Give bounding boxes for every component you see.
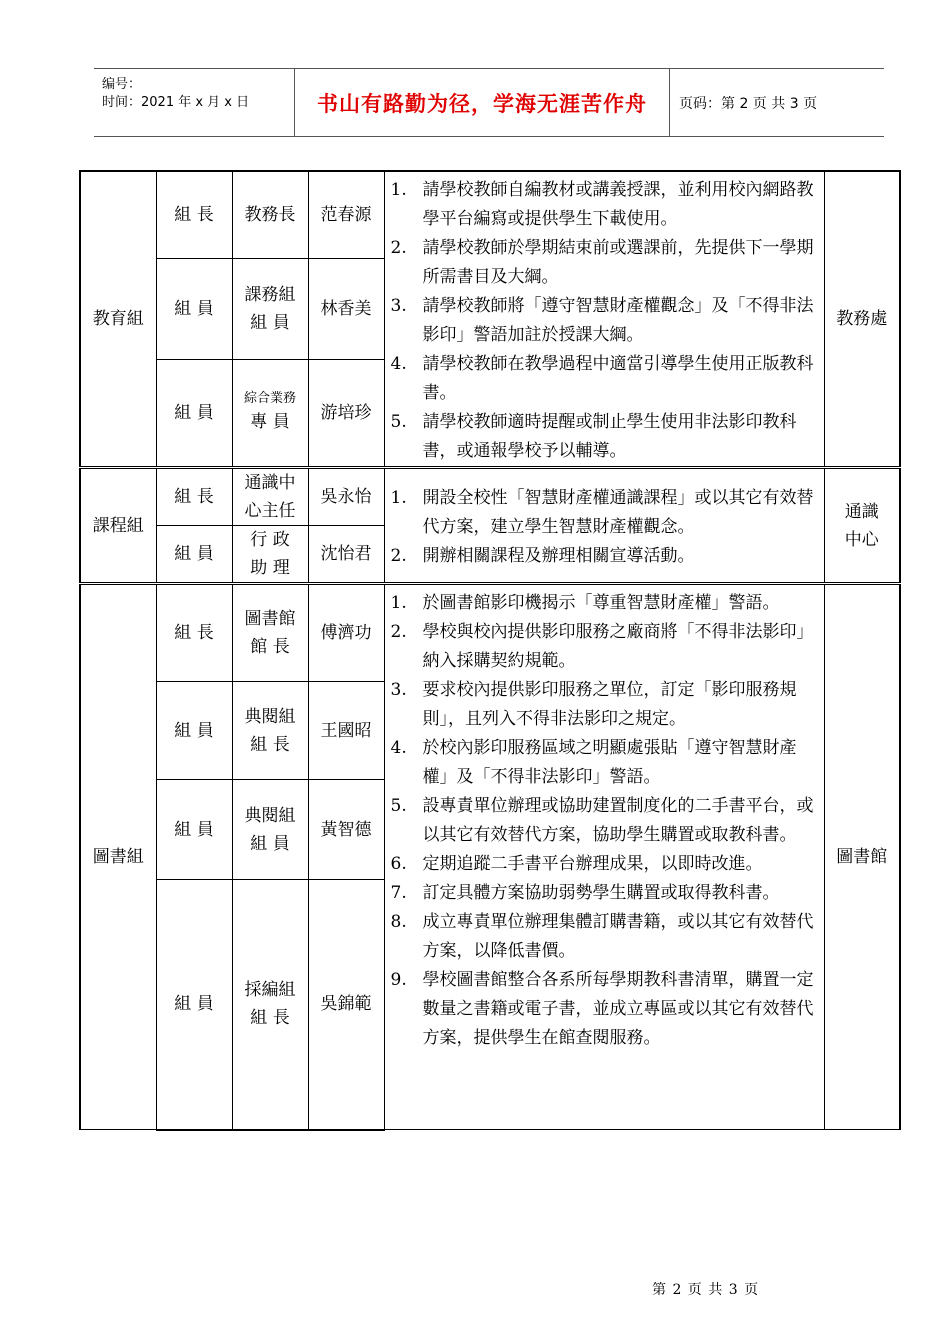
group-cell: 教育組	[80, 171, 156, 468]
header-page-number: 页码：第 2 页 共 3 页	[679, 95, 818, 112]
unit-cell: 圖書館	[824, 584, 900, 1130]
duty-list-cell	[384, 584, 824, 1130]
role-cell: 組 員	[156, 259, 232, 359]
list-item: 3. 要求校內提供影印服務之單位，訂定「影印服務規則」，且列入不得非法影印之規定。	[390, 680, 797, 729]
list-item: 4. 於校內影印服務區域之明顯處張貼「遵守智慧財產權」及「不得非法影印」警語。	[390, 738, 797, 787]
role-cell: 組 員	[156, 359, 232, 467]
list-item: 7. 訂定具體方案協助弱勢學生購置或取得教科書。	[390, 883, 780, 903]
role-cell: 組 員	[156, 780, 232, 880]
list-item: 8. 成立專責單位辦理集體訂購書籍，或以其它有效替代方案，以降低書價。	[390, 912, 814, 961]
list-item: 2. 學校與校內提供影印服務之廠商將「不得非法影印」納入採購契約規範。	[390, 622, 814, 671]
list-item: 1. 請學校教師自編教材或講義授課，並利用校內網路教學平台編寫或提供學生下載使用。	[390, 180, 814, 229]
title-cell: 教務長	[232, 171, 308, 259]
role-cell: 組 長	[156, 468, 232, 526]
duty-list-cell	[384, 171, 824, 468]
list-item: 3. 請學校教師將「遵守智慧財產權觀念」及「不得非法影印」警語加註於授課大綱。	[390, 296, 814, 345]
role-cell: 組 員	[156, 880, 232, 1130]
duty-list-cell	[384, 468, 824, 584]
name-cell: 林香美	[308, 259, 384, 359]
list-item: 5. 設專責單位辦理或協助建置制度化的二手書平台，或以其它有效替代方案，協助學生購置或取教科書。	[390, 796, 814, 845]
list-item: 6. 定期追蹤二手書平台辦理成果，以即時改進。	[390, 854, 763, 874]
list-item: 2. 開辦相關課程及辦理相關宣導活動。	[390, 546, 695, 566]
name-cell: 王國昭	[308, 682, 384, 780]
code-label: 编号：	[102, 77, 142, 92]
role-cell: 組 員	[156, 682, 232, 780]
title-cell: 通識中 心主任	[232, 468, 308, 526]
duty-list	[391, 484, 814, 571]
title-cell: 典閱組 組 員	[232, 780, 308, 880]
duty-list	[391, 589, 814, 1053]
role-cell: 組 長	[156, 584, 232, 682]
role-cell: 組 長	[156, 171, 232, 259]
list-item: 2. 請學校教師於學期結束前或選課前，先提供下一學期所需書目及大綱。	[390, 238, 814, 287]
title-cell: 綜合業務 專 員	[232, 359, 308, 467]
name-cell: 范春源	[308, 171, 384, 259]
list-item: 9. 學校圖書館整合各系所每學期教科書清單，購置一定數量之書籍或電子書，並成立專區或以其它有效替代方案，提供學生在館查閱服務。	[390, 970, 814, 1048]
table-row	[80, 171, 900, 259]
title-cell: 圖書館 館 長	[232, 584, 308, 682]
list-item: 5. 請學校教師適時提醒或制止學生使用非法影印教科書，或通報學校予以輔導。	[390, 412, 797, 461]
name-cell: 吳永怡	[308, 468, 384, 526]
name-cell: 沈怡君	[308, 526, 384, 584]
table-row	[80, 584, 900, 682]
title-cell: 行 政 助 理	[232, 526, 308, 584]
name-cell: 游培珍	[308, 359, 384, 467]
header-meta	[94, 69, 294, 136]
role-cell: 組 員	[156, 526, 232, 584]
responsibility-table	[79, 170, 901, 1131]
unit-cell: 通識 中心	[824, 468, 900, 584]
title-cell: 採編組 組 長	[232, 880, 308, 1130]
duty-list	[391, 176, 814, 466]
list-item: 4. 請學校教師在教學過程中適當引導學生使用正版教科書。	[390, 354, 814, 403]
time-text: 时间：2021 年 x 月 x 日	[102, 95, 250, 110]
group-cell: 課程組	[80, 468, 156, 584]
list-item: 1. 開設全校性「智慧財產權通識課程」或以其它有效替代方案，建立學生智慧財產權觀念。	[390, 488, 814, 537]
table-row	[80, 468, 900, 526]
list-item: 1. 於圖書館影印機揭示「尊重智慧財產權」警語。	[390, 593, 780, 613]
motto: 书山有路勤为径，学海无涯苦作舟	[294, 69, 670, 136]
group-cell: 圖書組	[80, 584, 156, 1130]
name-cell: 傅濟功	[308, 584, 384, 682]
name-cell: 黃智德	[308, 780, 384, 880]
unit-cell: 教務處	[824, 171, 900, 468]
name-cell: 吳錦範	[308, 880, 384, 1130]
title-cell: 典閱組 組 長	[232, 682, 308, 780]
title-cell: 課務組 組 員	[232, 259, 308, 359]
page-header	[94, 68, 884, 137]
page-footer: 第 2 页 共 3 页	[652, 1282, 760, 1298]
